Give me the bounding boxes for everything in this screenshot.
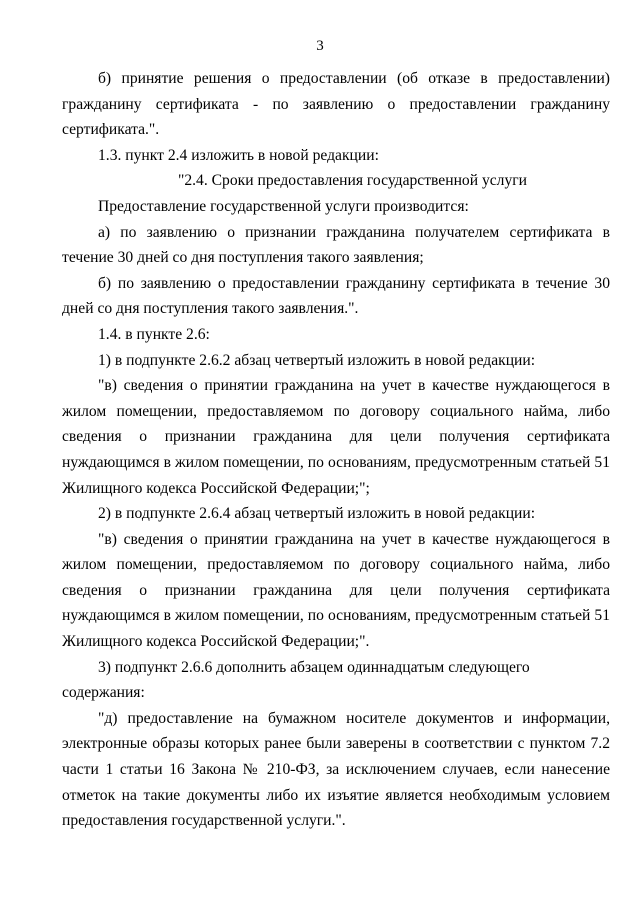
paragraph-sub-2-6-4: 2) в подпункте 2.6.4 абзац четвертый изложить в новой редакции:: [98, 505, 536, 523]
paragraph-sub-2-6-6: 3) подпункт 2.6.6 дополнить абзацем одиннадцатым следующего содержания:: [62, 658, 530, 702]
paragraph-v-first: "в) сведения о принятии гражданина на учет в качестве нуждающегося в жилом помещении, предоставляемом по договору социального найма, либо сведения о признании гражданина для цели получения сертификата нуждающимся в жилом помещении, по основаниям, предусмотренным статьей 51 Жилищного кодекса Российской Федерации;";: [62, 377, 610, 497]
page-number: 3: [316, 38, 324, 54]
paragraph-1-3: 1.3. пункт 2.4 изложить в новой редакции:: [98, 146, 379, 164]
paragraph-a-recognition: а) по заявлению о признании гражданина получателем сертификата в течение 30 дней со дня поступления такого заявления;: [62, 223, 610, 267]
paragraph-b-decision: б) принятие решения о предоставлении (об отказе в предоставлении) гражданину сертификата - по заявлению о предоставлении гражданину сертификата.".: [62, 70, 610, 139]
paragraph-provision: Предоставление государственной услуги производится:: [98, 197, 469, 215]
section-heading-2-4: "2.4. Сроки предоставления государственной услуги: [178, 172, 527, 190]
paragraph-1-4: 1.4. в пункте 2.6:: [98, 325, 210, 343]
paragraph-sub-2-6-2: 1) в подпункте 2.6.2 абзац четвертый изложить в новой редакции:: [98, 351, 536, 369]
paragraph-v-second: "в) сведения о принятии гражданина на учет в качестве нуждающегося в жилом помещении, предоставляемом по договору социального найма, либо сведения о признании гражданина для цели получения сертификата нуждающимся в жилом помещении, по основаниям, предусмотренным статьей 51 Жилищного кодекса Российской Федерации;".: [62, 530, 610, 651]
paragraph-b-certificate: б) по заявлению о предоставлении гражданину сертификата в течение 30 дней со дня поступления такого заявления.".: [62, 274, 610, 318]
document-body: [62, 66, 610, 834]
paragraph-d-paper: "д) предоставление на бумажном носителе документов и информации, электронные образы которых ранее были заверены в соответствии с пунктом 7.2 части 1 статьи 16 Закона № 210-ФЗ, за исключением случаев, если нанесение отметок на такие документы либо их изъятие является необходимым условием предоставления государственной услуги.".: [62, 709, 610, 830]
